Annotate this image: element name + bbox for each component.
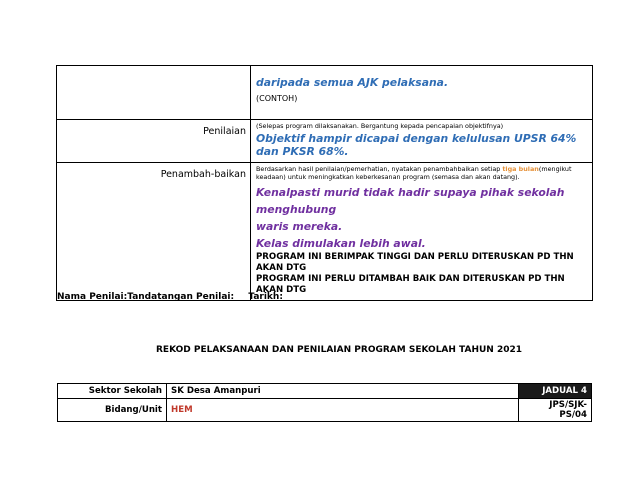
highlight-text: tiga bulan: [502, 165, 539, 173]
item2: Kelas dimulakan lebih awal.: [256, 237, 426, 250]
item1-line2: waris mereka.: [256, 220, 343, 233]
signature-label: Nama Penilai:Tandatangan Penilai:: [57, 292, 235, 302]
table-row: [58, 384, 592, 399]
item1-line1: Kenalpasti murid tidak hadir supaya pihak sekolah menghubung: [256, 186, 565, 216]
empty-label-cell: [57, 66, 251, 120]
info-table: [57, 383, 592, 422]
page-heading: REKOD PELAKSANAAN DAN PENILAIAN PROGRAM SEKOLAH TAHUN 2021: [155, 345, 523, 355]
penilaian-result: Objektif hampir dicapai dengan kelulusan UPSR 64% dan PKSR 68%.: [256, 132, 577, 158]
jadual-badge: JADUAL 4: [519, 384, 592, 399]
row1-line2: (CONTOH): [256, 94, 298, 103]
row1-line1: daripada semua AJK pelaksana.: [256, 76, 449, 89]
content-cell: [251, 66, 593, 120]
table-row: [58, 399, 592, 422]
caps-line2: PROGRAM INI PERLU DITAMBAH BAIK DAN DITERUSKAN PD THN AKAN DTG: [256, 274, 565, 295]
penambahbaikan-note: Berdasarkan hasil penilaian/pemerhatian, nyatakan penambahbaikan setiap tiga bulan(mengikut keadaan) untuk meningkatkan keberkesanan program (semasa dan akan datang).: [256, 165, 572, 181]
bidang-value: HEM: [167, 399, 519, 422]
signature-line: [57, 292, 283, 302]
program-detail-table: [56, 65, 593, 301]
penilaian-label: Penilaian: [57, 120, 251, 163]
date-label: Tarikh:: [248, 292, 283, 302]
penambahbaikan-label: Penambah-baikan: [57, 163, 251, 301]
form-code: JPS/SJK-PS/04: [519, 399, 592, 422]
table-row: [57, 163, 593, 301]
sektor-value: SK Desa Amanpuri: [167, 384, 519, 399]
caps-line1: PROGRAM INI BERIMPAK TINGGI DAN PERLU DITERUSKAN PD THN AKAN DTG: [256, 252, 574, 273]
table-row: [57, 66, 593, 120]
bidang-label: Bidang/Unit: [58, 399, 167, 422]
penilaian-cell: [251, 120, 593, 163]
penilaian-note: (Selepas program dilaksanakan. Bergantung kepada pencapaian objektifnya): [256, 122, 504, 130]
sektor-label: Sektor Sekolah: [58, 384, 167, 399]
penambahbaikan-cell: [251, 163, 593, 301]
table-row: [57, 120, 593, 163]
